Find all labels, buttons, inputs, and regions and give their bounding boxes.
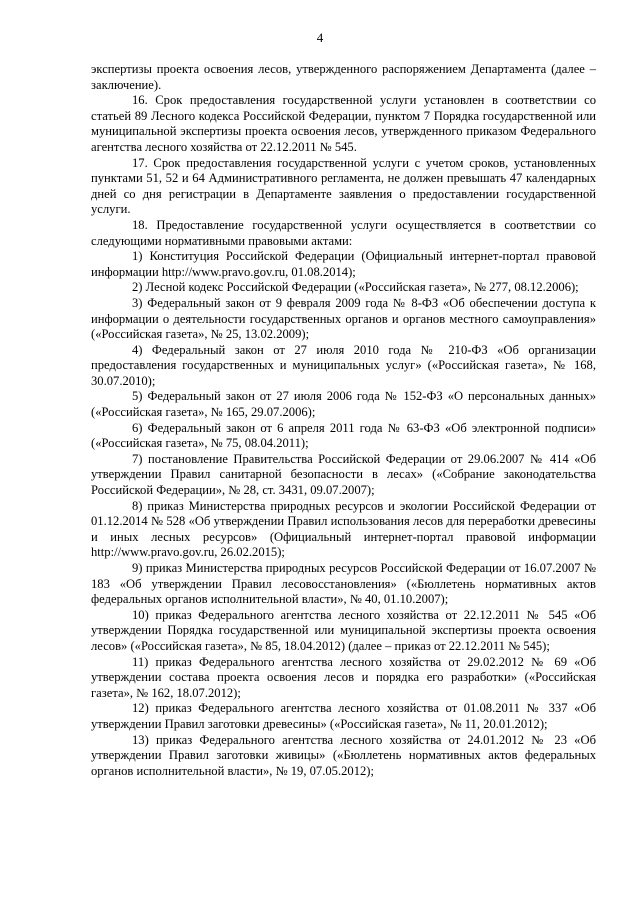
paragraph-continuation: экспертизы проекта освоения лесов, утвержденного распоряжением Департамента (далее – заключение).: [91, 62, 596, 92]
paragraph-17: 17. Срок предоставления государственной услуги с учетом сроков, установленных пунктами 51, 52 и 64 Административного регламента, не должен превышать 47 календарных дней со дня регистрации в Департаменте заявления о предоставлении государственной услуги.: [91, 155, 596, 217]
list-item-8: 8) приказ Министерства природных ресурсов и экологии Российской Федерации от 01.12.2014 № 528 «Об утверждении Правил использования лесов для переработки древесины и иных лесных ресурсов» (Официальный интернет-портал правовой информации http://www.pravo.gov.ru, 26.02.2015);: [91, 498, 596, 560]
page-number: 4: [316, 30, 324, 45]
list-item-7: 7) постановление Правительства Российской Федерации от 29.06.2007 № 414 «Об утверждении Правил санитарной безопасности в лесах» («Собрание законодательства Российской Федерации», № 28, ст. 3431, 09.07.2007);: [91, 451, 596, 498]
list-item-3: 3) Федеральный закон от 9 февраля 2009 года № 8-ФЗ «Об обеспечении доступа к информации о деятельности государственных органов и органов местного самоуправления» («Российская газета», № 25, 13.02.2009);: [91, 295, 596, 342]
list-item-10: 10) приказ Федерального агентства лесного хозяйства от 22.12.2011 № 545 «Об утверждении Порядка государственной или муниципальной экспертизы проекта освоения лесов» («Российская газета», № 85, 18.04.2012) (далее – приказ от 22.12.2011 № 545);: [91, 607, 596, 653]
list-item-4: 4) Федеральный закон от 27 июля 2010 года № 210-ФЗ «Об организации предоставления государственных и муниципальных услуг» («Российская газета», № 168, 30.07.2010);: [91, 342, 596, 388]
list-item-13: 13) приказ Федерального агентства лесного хозяйства от 24.01.2012 № 23 «Об утверждении Правил заготовки живицы» («Бюллетень нормативных актов федеральных органов исполнительной власти», № 19, 07.05.2012);: [91, 732, 596, 778]
list-item-12: 12) приказ Федерального агентства лесного хозяйства от 01.08.2011 № 337 «Об утверждении Правил заготовки древесины» («Российская газета», № 11, 20.01.2012);: [91, 701, 596, 731]
list-item-1: 1) Конституция Российской Федерации (Официальный интернет-портал правовой информации http://www.pravo.gov.ru, 01.08.2014);: [91, 249, 596, 279]
paragraph-18: 18. Предоставление государственной услуги осуществляется в соответствии со следующими нормативными правовыми актами:: [91, 217, 596, 248]
paragraph-16: 16. Срок предоставления государственной услуги установлен в соответствии со статьей 89 Лесного кодекса Российской Федерации, пунктом 7 Порядка государственной или муниципальной экспертизы проекта освоения лесов, утвержденного приказом Федерального агентства лесного хозяйства от 22.12.2011 № 545.: [91, 93, 596, 154]
list-item-5: 5) Федеральный закон от 27 июля 2006 года № 152-ФЗ «О персональных данных» («Российская газета», № 165, 29.07.2006);: [91, 389, 596, 420]
list-item-9: 9) приказ Министерства природных ресурсов Российской Федерации от 16.07.2007 № 183 «Об утверждении Правил лесовосстановления» («Бюллетень нормативных актов федеральных органов исполнительной власти», № 40, 01.10.2007);: [91, 561, 596, 607]
list-item-11: 11) приказ Федерального агентства лесного хозяйства от 29.02.2012 № 69 «Об утверждении состава проекта освоения лесов и порядка его разработки» («Российская газета», № 162, 18.07.2012);: [91, 654, 596, 700]
list-item-2: 2) Лесной кодекс Российской Федерации («Российская газета», № 277, 08.12.2006);: [132, 280, 579, 295]
document-body: [91, 62, 596, 779]
list-item-6: 6) Федеральный закон от 6 апреля 2011 года № 63-ФЗ «Об электронной подписи» («Российская газета», № 75, 08.04.2011);: [91, 420, 596, 451]
